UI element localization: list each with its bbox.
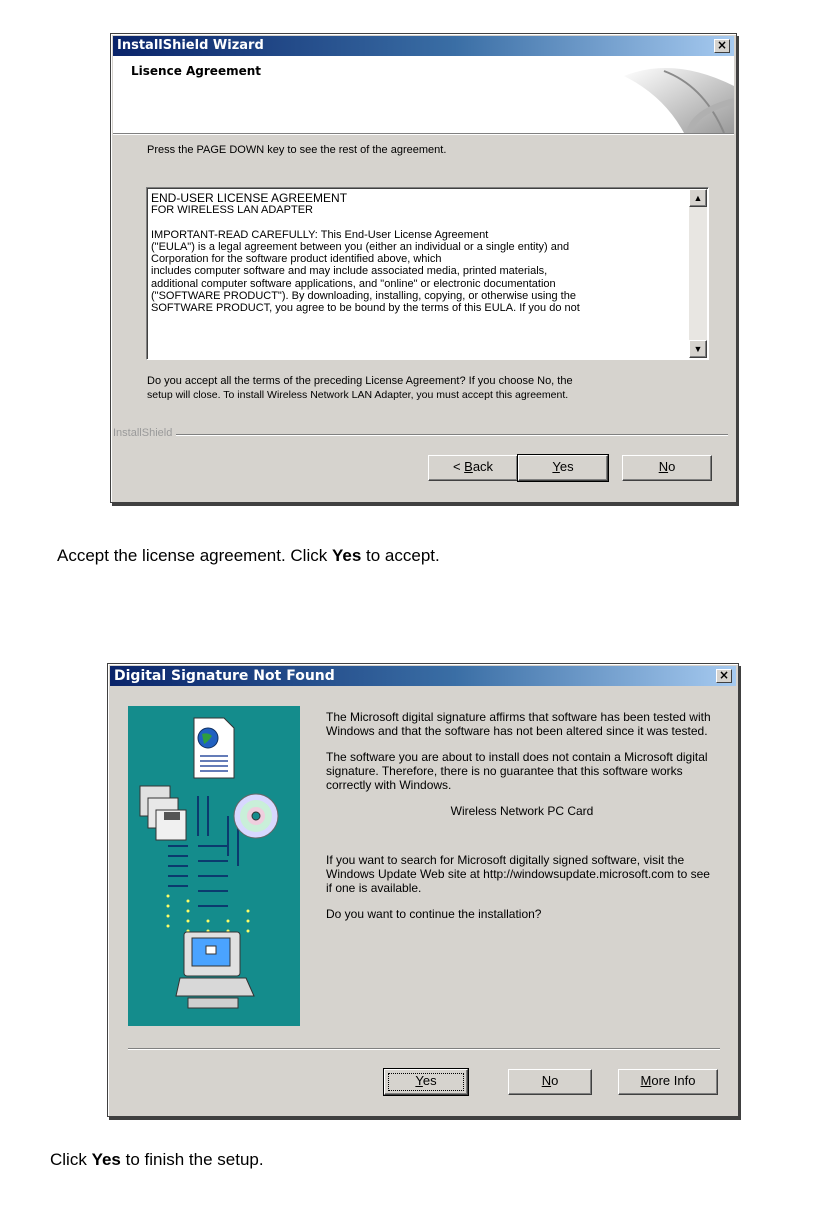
wizard-title-bar[interactable] — [113, 36, 734, 56]
wizard-header — [113, 56, 734, 133]
back-prefix: < — [452, 459, 465, 474]
more-mnemonic: M — [640, 1073, 652, 1088]
eula-line: includes computer software and may include associated media, printed materials, — [151, 265, 548, 278]
signature-para-1: The Microsoft digital signature affirms that software has been tested with Windows and that the software has not been altered since it was tested. — [326, 710, 711, 738]
eula-scrollbar[interactable] — [689, 189, 707, 358]
yes-button[interactable] — [518, 455, 608, 481]
signature-close-button[interactable] — [716, 669, 732, 683]
eula-line — [151, 217, 685, 229]
device-name: Wireless Network PC Card — [450, 804, 594, 818]
caption2-prefix: Click — [50, 1150, 92, 1169]
continue-question: Do you want to continue the installation? — [326, 907, 542, 921]
caption1-bold: Yes — [331, 546, 362, 565]
signature-title: Digital Signature Not Found — [114, 668, 335, 684]
sig-no-mnemonic: N — [541, 1073, 552, 1088]
close-icon: × — [718, 668, 730, 682]
driver-illustration — [128, 706, 300, 1026]
sig-no-rest: o — [551, 1073, 559, 1088]
signature-yes-button[interactable] — [384, 1069, 468, 1095]
signature-title-bar[interactable] — [110, 666, 736, 686]
back-button[interactable] — [428, 455, 518, 481]
yes-mnemonic: Y — [552, 459, 560, 474]
eula-textbox[interactable] — [146, 187, 709, 360]
eula-line: SOFTWARE PRODUCT, you agree to be bound by the terms of this EULA. If you do not — [151, 302, 580, 315]
scroll-up-button[interactable] — [689, 189, 707, 207]
eula-line: additional computer software applications, and "online" or electronic documentation — [151, 277, 556, 290]
digital-signature-window — [107, 663, 739, 1117]
caption1-suffix: to accept. — [361, 546, 440, 565]
yes-rest: es — [559, 459, 574, 474]
eula-line: END-USER LICENSE AGREEMENT — [151, 192, 348, 205]
yes-focus-rect — [388, 1073, 464, 1091]
accept-question-line2: setup will close. To install Wireless Network LAN Adapter, you must accept this agreement. — [147, 389, 569, 401]
more-info-button[interactable] — [618, 1069, 718, 1095]
eula-line: Corporation for the software product identified above, which — [151, 253, 442, 266]
eula-line: ("SOFTWARE PRODUCT"). By downloading, installing, copying, or otherwise using the — [151, 290, 576, 303]
header-divider — [113, 133, 734, 135]
eula-line: ("EULA") is a legal agreement between you (either an individual or a single entity) and — [151, 240, 570, 253]
signature-para-3: If you want to search for Microsoft digitally signed software, visit the Windows Update Web site at http://windowsupdate.microsoft.com to see if one is available. — [326, 853, 710, 895]
accept-question-line1: Do you accept all the terms of the preceding License Agreement? If you choose No, the — [147, 375, 573, 387]
no-mnemonic: N — [658, 459, 669, 474]
eula-line: IMPORTANT-READ CAREFULLY: This End-User License Agreement — [151, 228, 489, 241]
caption-finish-setup — [50, 1150, 264, 1170]
caption-accept-license — [57, 546, 440, 566]
signature-message — [326, 710, 718, 921]
wizard-title: InstallShield Wizard — [117, 38, 264, 53]
caption2-suffix: to finish the setup. — [120, 1150, 264, 1169]
caption1-prefix: Accept the license agreement. Click — [57, 546, 332, 565]
arrow-down-icon: ▼ — [693, 344, 703, 354]
wizard-close-button[interactable] — [714, 39, 730, 53]
wizard-header-title: Lisence Agreement — [131, 64, 262, 78]
brand-divider — [113, 434, 728, 436]
sig-yes-mnemonic: Y — [415, 1073, 423, 1088]
caption2-bold: Yes — [91, 1150, 121, 1169]
installshield-brand-label: InstallShield — [113, 427, 176, 439]
page-curl-graphic-icon — [594, 56, 734, 133]
signature-divider — [128, 1048, 720, 1050]
eula-line: FOR WIRELESS LAN ADAPTER — [151, 204, 313, 217]
back-rest: ack — [472, 459, 494, 474]
installation-graphic-icon — [128, 706, 300, 1026]
instruction-text: Press the PAGE DOWN key to see the rest of the agreement. — [147, 144, 447, 156]
scroll-down-button[interactable] — [689, 340, 707, 358]
close-icon: × — [716, 38, 728, 52]
no-button[interactable] — [622, 455, 712, 481]
arrow-up-icon: ▲ — [693, 193, 703, 203]
sig-yes-rest: es — [422, 1073, 437, 1088]
eula-content — [151, 192, 685, 315]
installshield-wizard-window — [110, 33, 737, 503]
no-rest: o — [668, 459, 676, 474]
back-mnemonic: B — [464, 459, 473, 474]
signature-no-button[interactable] — [508, 1069, 592, 1095]
more-rest: ore Info — [651, 1073, 696, 1088]
signature-para-2: The software you are about to install does not contain a Microsoft digital signature. Therefore, there is no guarantee that this software works correctly with Windows. — [326, 750, 708, 792]
